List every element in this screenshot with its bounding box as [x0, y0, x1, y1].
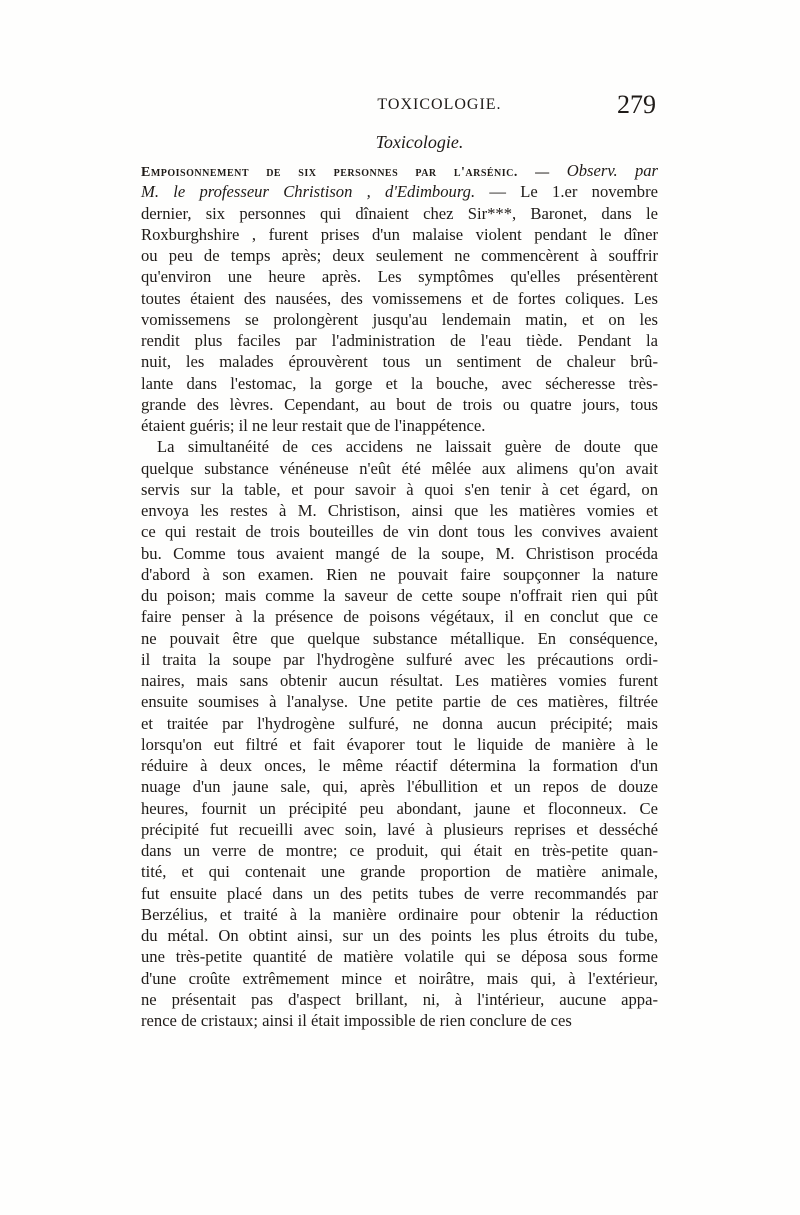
text-run: du métal. On obtint ainsi, sur un des points les plus étroits du tube, [141, 926, 658, 945]
text-line [141, 861, 658, 882]
text-run: du poison; mais comme la saveur de cette soupe n'offrait rien qui pût [141, 586, 658, 605]
italic-text: M. le professeur Christison , d'Edimbourg. [141, 182, 476, 202]
text-run: dans un verre de montre; ce produit, qui était en très-petite quan- [141, 841, 658, 860]
text-line [141, 415, 658, 436]
text-run: d'une croûte extrêmement mince et noirâtre, mais qui, à l'extérieur, [141, 968, 658, 988]
text-run: précipité fut recueilli avec soin, lavé à plusieurs reprises et desséché [141, 819, 658, 839]
text-line [141, 819, 658, 840]
text-run: naires, mais sans obtenir aucun résultat. Les matières vomies furent [141, 671, 658, 690]
text-run: lorsqu'on eut filtré et fait évaporer tout le liquide de manière à le [141, 734, 658, 754]
text-line [141, 458, 658, 479]
page-number: 279 [617, 90, 656, 119]
text-line [141, 351, 658, 372]
text-line [141, 628, 658, 649]
text-line [141, 564, 658, 585]
italic-text: Observ. par [566, 161, 659, 180]
text-line [141, 776, 658, 797]
text-run: bu. Comme tous avaient mangé de la soupe, M. Christison procéda [141, 543, 658, 563]
section-title: Toxicologie. [375, 132, 464, 152]
text-line [141, 373, 658, 394]
text-run: ce qui restait de trois bouteilles de vin dont tous les convives avaient [141, 522, 658, 542]
text-run: tité, et qui contenait une grande proportion de matière animale, [141, 862, 658, 882]
text-run: d'abord à son examen. Rien ne pouvait faire soupçonner la nature [141, 564, 658, 584]
text-line [141, 436, 658, 457]
text-line [141, 479, 658, 500]
text-line [141, 585, 658, 606]
text-run: lante dans l'estomac, la gorge et la bouche, avec sécheresse très- [141, 373, 658, 393]
text-run: nuit, les malades éprouvèrent tous un sentiment de chaleur brû- [141, 352, 658, 372]
text-line [141, 968, 658, 989]
text-line [141, 330, 658, 351]
text-line [141, 904, 658, 925]
running-title: TOXICOLOGIE. [377, 96, 502, 113]
article-heading: Empoisonnement de six personnes par l'arsénic. — [141, 165, 567, 180]
running-head [141, 92, 658, 122]
text-run: Roxburghshire , furent prises d'un malaise violent pendant le dîner [141, 224, 658, 244]
text-line [141, 1010, 658, 1031]
text-run: rence de cristaux; ainsi il était impossible de rien conclure de ces [141, 1011, 572, 1030]
text-run: et traitée par l'hydrogène sulfuré, ne donna aucun précipité; mais [141, 713, 658, 733]
text-line [141, 203, 658, 224]
text-line [141, 500, 658, 521]
text-run: ne pouvait être que quelque substance métallique. En conséquence, [141, 628, 658, 648]
text-run: ou peu de temps après; deux seulement ne commencèrent à souffrir [141, 246, 658, 265]
text-line [141, 946, 658, 967]
text-line [141, 649, 658, 670]
text-line [141, 670, 658, 691]
text-line [141, 925, 658, 946]
text-run: La simultanéité de ces accidens ne laissait guère de doute que [157, 437, 658, 457]
text-line [141, 798, 658, 819]
text-line [141, 224, 658, 245]
text-run: — Le 1.er novembre [475, 182, 658, 202]
text-run: rendit plus faciles par l'administration de l'eau tiède. Pendant la [141, 331, 658, 350]
text-run: grande des lèvres. Cependant, au bout de trois ou quatre jours, tous [141, 394, 658, 414]
text-run: il traita la soupe par l'hydrogène sulfuré avec les précautions ordi- [141, 649, 658, 669]
text-line [141, 394, 658, 415]
text-run: heures, fournit un précipité peu abondant, jaune et floconneux. Ce [141, 798, 658, 818]
text-line [141, 691, 658, 712]
text-run: quelque substance vénéneuse n'eût été mêlée aux alimens qu'on avait [141, 458, 658, 478]
text-run: Berzélius, et traité à la manière ordinaire pour obtenir la réduction [141, 904, 658, 924]
text-run: une très-petite quantité de matière volatile qui se déposa sous forme [141, 947, 658, 967]
text-line [141, 266, 658, 287]
text-run: dernier, six personnes qui dînaient chez Sir***, Baronet, dans le [141, 203, 658, 223]
text-run: vomissemens se prolongèrent jusqu'au lendemain matin, et on les [141, 309, 658, 329]
text-run: qu'environ une heure après. Les symptômes qu'elles présentèrent [141, 267, 658, 287]
text-line [141, 245, 658, 266]
text-line [141, 989, 658, 1010]
text-run: envoya les restes à M. Christison, ainsi que les matières vomies et [141, 501, 658, 520]
text-line [141, 309, 658, 330]
text-line [141, 713, 658, 734]
text-line [141, 160, 658, 181]
body-text [141, 160, 658, 1031]
text-line [141, 840, 658, 861]
text-line [141, 883, 658, 904]
text-line [141, 734, 658, 755]
text-run: faire penser à la présence de poisons végétaux, il en conclut que ce [141, 607, 658, 627]
text-run: nuage d'un jaune sale, qui, après l'ébullition et un repos de douze [141, 777, 658, 797]
text-line [141, 521, 658, 542]
text-line [141, 543, 658, 564]
text-line [141, 181, 658, 202]
text-run: fut ensuite placé dans un des petits tubes de verre recommandés par [141, 883, 658, 903]
text-line [141, 755, 658, 776]
text-run: servis sur la table, et pour savoir à quoi s'en tenir à cet égard, on [141, 479, 658, 499]
text-run: réduire à deux onces, le même réactif détermina la formation d'un [141, 756, 658, 775]
text-line [141, 606, 658, 627]
text-run: ne présentait pas d'aspect brillant, ni, à l'intérieur, aucune appa- [141, 989, 658, 1009]
text-run: toutes étaient des nausées, des vomissemens et de fortes coliques. Les [141, 288, 658, 308]
text-run: ensuite soumises à l'analyse. Une petite partie de ces matières, filtrée [141, 692, 658, 712]
text-line [141, 288, 658, 309]
text-run: étaient guéris; il ne leur restait que de l'inappétence. [141, 416, 486, 435]
